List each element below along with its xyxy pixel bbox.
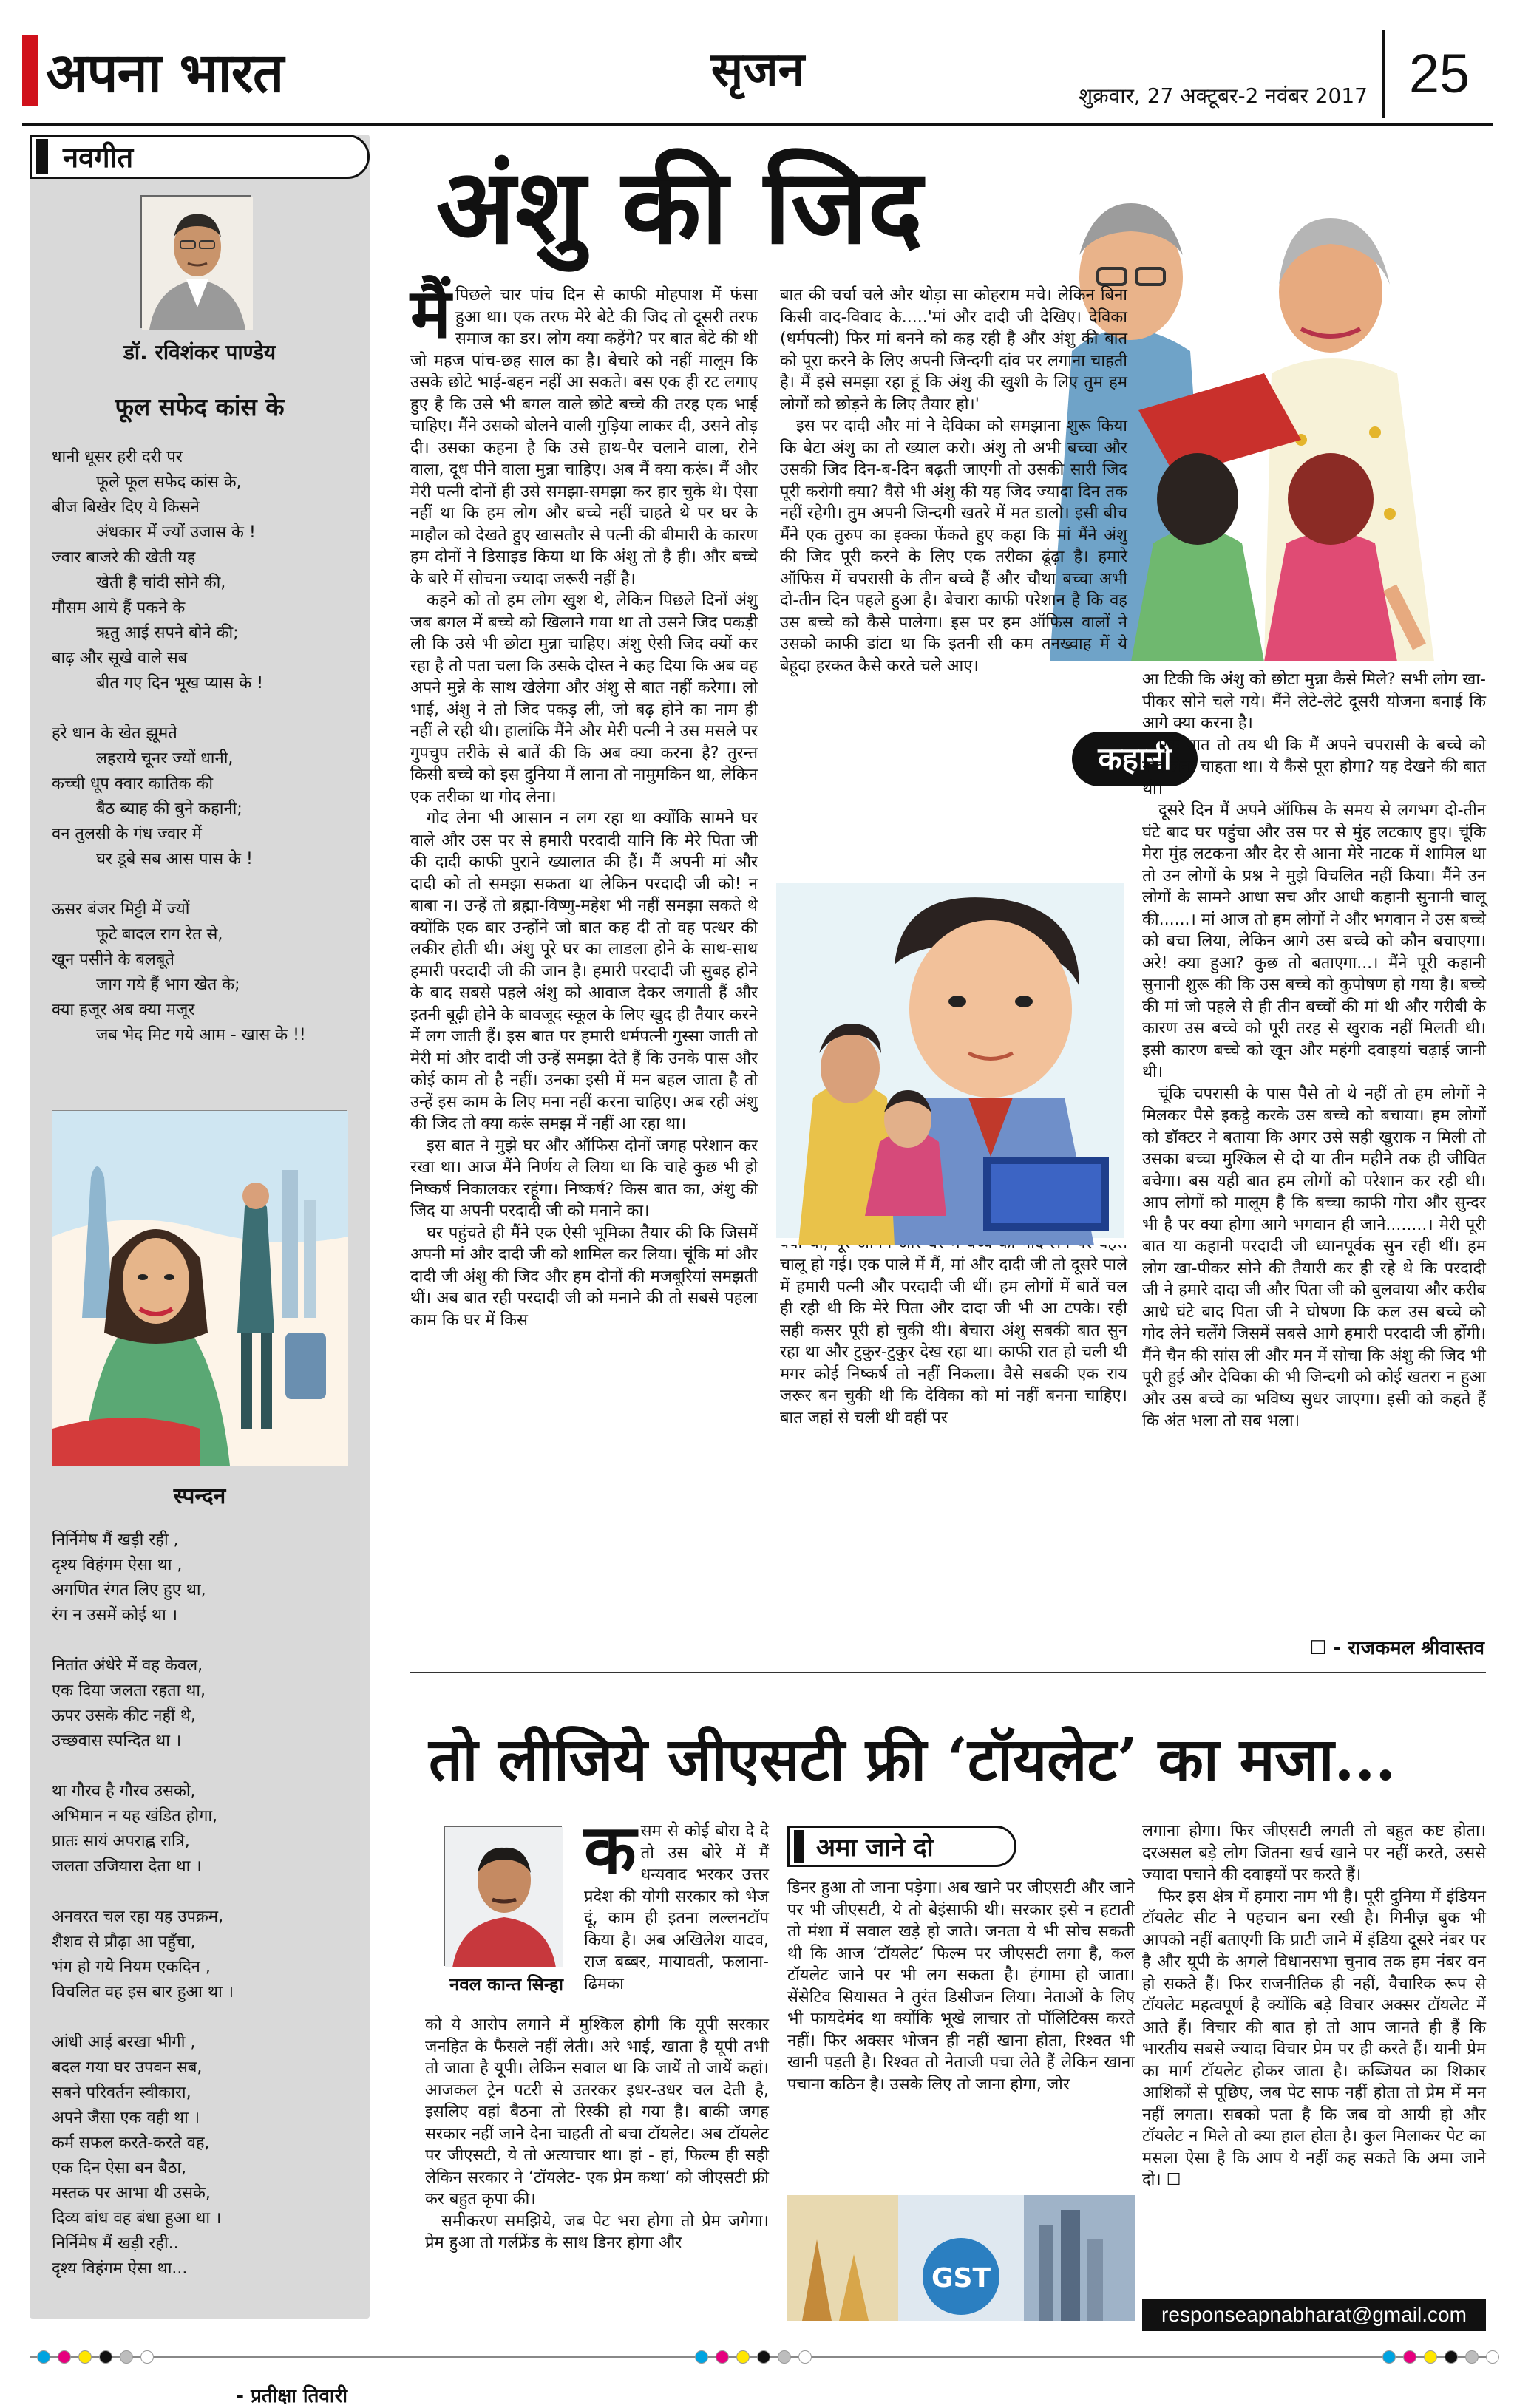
poem-line: अगणित रंगत लिए हुए था, — [52, 1581, 206, 1599]
poem-line: रंग न उसमें कोई था । — [52, 1606, 178, 1625]
poem-line: दृश्य विहंगम ऐसा था , — [52, 1556, 183, 1574]
poem-line: शैशव से प्रौढ़ा आ पहुँचा, — [52, 1933, 196, 1951]
register-dot — [1382, 2350, 1396, 2364]
poem-line: बीज बिखेर दिए ये किसने — [52, 498, 200, 517]
article-paragraph: समीकरण समझिये, जब पेट भरा होगा तो प्रेम जगेगा। प्रेम हुआ तो गर्लफ्रेंड के साथ डिनर होगा और — [425, 2211, 769, 2252]
poem-title: फूल सफेद कांस के — [115, 392, 285, 421]
poem-line: क्या हजूर अब क्या मजूर — [52, 1001, 195, 1019]
column-tag-label: अमा जाने दो — [816, 1833, 934, 1863]
story-paragraph: बात की चर्चा चले और थोड़ा सा कोहराम मचे। लेकिन बिना किसी वाद-विवाद के.....'मां और दादी जी देखिए। देविका (धर्मपत्नी) फिर मां बनने को कह रही है और अंशु की बात को पूरा करने के लिए अपनी जिन्दगी दांव पर लगाना चाहती है। मैं इसे समझा रहा हूं कि अंशु की खुशी के लिए तुम हम लोगों को छोड़ने के लिए तैयार हो।' — [780, 286, 1127, 414]
register-dot — [716, 2350, 729, 2364]
register-dot — [757, 2350, 770, 2364]
stanza-break — [52, 696, 362, 721]
section-title: सृजन — [710, 42, 805, 98]
poem-line: हरे धान के खेत झूमते — [52, 724, 177, 743]
article-column-1-continued — [425, 2014, 769, 2254]
issue-date: शुक्रवार, 27 अक्टूबर-2 नवंबर 2017 — [1079, 84, 1368, 108]
spandan-illustration — [52, 1110, 347, 1465]
story-paragraph: पिछले चार पांच दिन से काफी मोहपाश में फंसा हुआ था। एक तरफ मेरे बेटे की जिद तो दूसरी तरफ समाज का डर। लोग क्या कहेंगे? पर बात बेटे की थी जो महज पांच-छह साल का है। बेचारे को नहीं मालूम कि उसके छोटे भाई-बहन नहीं आ सकते। बस एक ही रट लगाए हुए है कि उसे भी बगल वाले छोटे बच्चे की तरह एक भाई चाहिए। मैंने उसको बोलने वाली गुड़िया लाकर दी, उसने तोड़ दी। उसका कहना है कि उसे हाथ-पैर चलाने वाला, रोने वाला, दूध पीने वाला मुन्ना चाहिए। अब मैं क्या करूं। मैं और मेरी पत्नी दोनों ही उसे समझा-समझा कर हार चुके थे। ऐसा नहीं था कि हम लोग और बच्चे नहीं चाहते थे पर घर के माहौल को देखते हुए खासतौर से पत्नी की बीमारी के कारण हम दोनों ने डिसाइड किया था कि अंशु तो है ही। और बच्चे के बारे में सोचना ज्यादा जरूरी नहीं है। — [410, 286, 758, 588]
poem-line: कर्म सफल करते-करते वह, — [52, 2134, 210, 2152]
poem-line: दृश्य विहंगम ऐसा था... — [52, 2259, 188, 2278]
poem-line: बीत गए दिन भूख प्यास के ! — [96, 674, 264, 693]
story-paragraph: घर पहुंचते ही मैंने एक ऐसी भूमिका तैयार की कि जिसमें अपनी मां और दादी जी को शामिल कर लिया। चूंकि मां और दादी जी अंशु की जिद और हम दोनों की मजबूरियां समझती थीं। अब बात रही परदादी जी को मनाने की तो सबसे पहला काम कि घर में किस — [410, 1223, 758, 1330]
navgeet-label: नवगीत — [63, 140, 134, 174]
register-dot — [140, 2350, 154, 2364]
end-mark: ☐ — [1309, 1637, 1327, 1659]
gst-collage-image — [787, 2195, 1135, 2321]
spandan-author: - प्रतीक्षा तिवारी — [236, 2385, 347, 2407]
story-paragraph: इस पर दादी और मां ने देविका को समझाना शुरू किया कि बेटा अंशु का तो ख्याल करो। अंशु तो अभी बच्चा और उसकी जिद दिन-ब-दिन बढ़ती जाएगी तो उसकी सारी जिद पूरी करोगी क्या? वैसे भी अंशु की यह जिद ज्यादा दिन तक नहीं रहेगी। तुम अपनी जिन्दगी खतरे में मत डालो। इसी बीच मैंने एक तुरुप का इक्का फेंकते हुए कहा कि मां मैंने अंशु की जिद पूरी करने के लिए एक तरीका ढूंढ़ा है। हमारे ऑफिस में चपरासी के तीन बच्चे हैं और चौथा बच्चा अभी दो-तीन दिन पहले हुआ है। बेचारा काफी परेशान है कि वह उस बच्चे को कैसे पालेगा। इस पर हम ऑफिस वालों ने उसको काफी डांटा था कि इतनी सी कम तनख्वाह में ये बेहूदा हरकत कैसे करते चले आए। — [780, 417, 1127, 676]
poem-line: था गौरव है गौरव उसको, — [52, 1782, 196, 1800]
poem-line: नितांत अंधेरे में वह केवल, — [52, 1656, 203, 1675]
register-dot — [695, 2350, 708, 2364]
story-paragraph: आ टिकी कि अंशु को छोटा मुन्ना कैसे मिले? सभी लोग खा-पीकर सोने चले गये। मैंने लेटे-लेटे दूसरी योजना बनाई कि आगे क्या करना है। — [1142, 670, 1486, 732]
story-author — [1309, 1633, 1484, 1660]
poet-name: डॉ. रविशंकर पाण्डेय — [123, 340, 276, 364]
tag-bar — [794, 1830, 804, 1863]
article-paragraph: सम से कोई बोरा दे दे तो उस बोरे में मैं धन्यवाद भरकर उत्तर प्रदेश की योगी सरकार को भेज दूं, काम ही इतना लल्लनटॉप किया है। अब अखिलेश यादव, राज बब्बर, मायावती, फलाना-ढिमका — [584, 1822, 769, 1993]
poem-line: जाग गये हैं भाग खेत के; — [96, 976, 240, 994]
poem-line: ऊसर बंजर मिट्टी में ज्यों — [52, 900, 190, 919]
register-dots-center — [695, 2350, 812, 2364]
article-paragraph: को ये आरोप लगाने में मुश्किल होगी कि यूपी सरकार जनहित के फैसले नहीं लेती। अरे भाई, खाता है यूपी तभी तो जाता है यूपी। लेकिन सवाल था कि जायें तो जायें कहां। आजकल ट्रेन पटरी से उतरकर इधर-उधर चल देती है, इसलिए वहां बैठना तो रिस्की हो गया है। बाकी जगह सरकार नहीं जाने देना चाहती तो बचा टॉयलेट। अब टॉयलेट पर जीएसटी, ये तो अत्याचार था। हां - हां, फिल्म ही सही लेकिन सरकार ने ‘टॉयलेट- एक प्रेम कथा’ को जीएसटी फ्री कर बहुत कृपा की। — [425, 2016, 769, 2208]
register-dot — [1424, 2350, 1437, 2364]
register-dot — [778, 2350, 791, 2364]
tag-bar — [36, 139, 48, 174]
article-column-1 — [584, 1809, 769, 1995]
poem-line: उच्छवास स्पन्दित था । — [52, 1732, 182, 1750]
gst-label: GST — [931, 2263, 991, 2293]
article-paragraph: लगाना होगा। फिर जीएसटी लगती तो बहुत कष्ट होता। दरअसल बड़े लोग जितना खर्च खाने पर नहीं करते, उससे ज्यादा पचाने की दवाइयों पर करते हैं। — [1142, 1822, 1486, 1884]
register-dot — [78, 2350, 92, 2364]
register-dot — [1445, 2350, 1458, 2364]
register-dots-right — [1382, 2350, 1499, 2364]
story-paragraph: दूसरे दिन मैं अपने ऑफिस के समय से लगभग दो-तीन घंटे बाद घर पहुंचा और उस पर से मुंह लटकाए हुए। चूंकि मेरा मुंह लटकना और देर से आना मेरे नाटक में शामिल था तो उन लोगों के प्रश्न ने मुझे विचलित नहीं किया। मैंने उन लोगों के सामने आधा सच और आधी कहानी सुनानी चालू की......। मां आज तो हम लोगों ने और भगवान ने उस बच्चे को बचा लिया, लेकिन आगे उस बच्चे को कौन बचाएगा। अरे! क्या हुआ? कुछ तो बताएगा...। मैंने पूरी कहानी सुनानी शुरू की कि उस बच्चे को कुपोषण हो गया है। बच्चे की मां जो पहले से ही तीन बच्चों की मां थी और गरीबी के कारण उस बच्चे को पूरी तरह से खुराक नहीं मिलती थी। इसी कारण बच्चे को खून और महंगी दवाइयां चढ़ाई जानी थी। — [1142, 801, 1486, 1081]
poem-line: दिव्य बांध वह बंधा हुआ था । — [52, 2209, 222, 2228]
article-paragraph: डिनर हुआ तो जाना पड़ेगा। अब खाने पर जीएसटी और जाने पर भी जीएसटी, ये तो बेइंसाफी थी। सरकार इसे न हटाती तो मंशा में सवाल खड़े हो जाते। जनता ये भी सोच सकती थी कि आज ‘टॉयलेट’ फिल्म पर जीएसटी लगा है, कल टॉयलेट जाने पर भी लग सकता है। हंगामा हो जाता। सेंसेटिव सियासत ने तुरंत डिसीजन लिया। नेताओं के लिए भी फायदेमंद था क्योंकि भूखे लाचार तो पॉलिटिक्स करते नहीं। फिर अक्सर भोजन ही नहीं खाना होता, रिश्वत भी खानी पड़ती है। रिश्वत तो नेताजी पचा लेते हैं लेकिन खाना पचाना कठिन है। उसके लिए तो जाना होगा, जोर — [787, 1879, 1135, 2094]
poem-line: अनवरत चल रहा यह उपक्रम, — [52, 1908, 224, 1926]
register-dot — [1403, 2350, 1416, 2364]
poem-line: बाढ़ और सूखे वाले सब — [52, 649, 188, 667]
masthead — [22, 22, 1493, 126]
poem-line: फूले फूल सफेद कांस के, — [96, 473, 242, 492]
poem-line: जब भेद मिट गये आम - खास के !! — [96, 1026, 306, 1044]
poem-line: खेती है चांदी सोने की, — [96, 574, 226, 592]
story-author-name: - राजकमल श्रीवास्तव — [1333, 1637, 1484, 1659]
story-paragraph: कहने को तो हम लोग खुश थे, लेकिन पिछले दिनों अंशु जब बगल में बच्चे को खिलाने गया था तो उसने जिद पकड़ी ली कि उसे भी छोटा मुन्ना चाहिए। अंशु ऐसी जिद क्यों कर रहा है तो पता चला कि उसके दोस्त ने कह दिया कि अब वह अपने मुन्ने के साथ खेलेगा और अंशु से बात नहीं करेगा। लो भाई, अंशु ने तो जिद पकड़ ली, जो बढ़ होने का नाम ही नहीं ले रही थी। हालांकि मैंने और मेरी पत्नी ने उस मसले पर गुपचुप तरीके से बातें की कि अब क्या करना है? तुरन्त किसी बच्चे को इस दुनिया में लाना तो नामुमकिन था, लेकिन एक तरीका था गोद लेना। — [410, 591, 758, 806]
stanza-break — [52, 872, 362, 897]
story-paragraph: चालू हो गई। एक पाले में मैं, मां और दादी जी तो दूसरे पाले में हमारी पत्नी और परदादी जी थीं। हम लोगों में बातें चल ही रही थी कि मेरे पिता और दादा जी भी आ टपके। रही सही कसर पूरी हो चुकी थी। बेचारा अंशु सबकी बात सुन रहा था और टुकुर-टुकुर देख रहा था। काफी रात हो चली थी मगर कोई निष्कर्ष तो नहीं निकला। वैसे सबकी एक राय जरूर बन चुकी थी कि देविका को मां नहीं बनना चाहिए। बात जहां से चली थी वहीं पर — [780, 1256, 1127, 1427]
poet-photo — [140, 195, 251, 328]
article-divider — [410, 1672, 1486, 1673]
story-title: अंशु की जिद — [436, 146, 923, 268]
story-paragraph: इस बात ने मुझे घर और ऑफिस दोनों जगह परेशान कर रखा था। आज मैंने निर्णय ले लिया था कि चाहे कुछ भी हो निष्कर्ष निकालकर रहूंगा। निष्कर्ष? किस बात का, अंशु की जिद या अपनी परदादी जी को मनाने का। — [410, 1136, 758, 1220]
columnist-name: नवल कान्त सिन्हा — [449, 1974, 563, 1995]
article-dropcap: क — [584, 1809, 637, 1889]
spandan-poem-body — [52, 1528, 362, 2282]
navgeet-section-tag — [30, 135, 370, 179]
story-column-1 — [410, 273, 758, 1331]
poem-body — [52, 445, 362, 1048]
poem-line: अभिमान न यह खंडित होगा, — [52, 1807, 218, 1826]
poem-line: धानी धूसर हरी दरी पर — [52, 448, 183, 466]
poem-line: बदल गया घर उपवन सब, — [52, 2058, 203, 2077]
article-column-3 — [1142, 1820, 1486, 2191]
poem-line: निर्निमेष मैं खड़ी रही , — [52, 1531, 179, 1549]
end-mark: ☐ — [1166, 2171, 1181, 2189]
story-dropcap: मैं — [410, 273, 452, 353]
story-column-3 — [1142, 669, 1486, 1432]
stanza-break — [52, 1628, 362, 1653]
poem-line: प्रातः सायं अपराह्न रात्रि, — [52, 1832, 190, 1851]
poem-line: ऊपर उसके कीट नहीं थे, — [52, 1707, 196, 1725]
register-dot — [58, 2350, 71, 2364]
story-paragraph: गोद लेना भी आसान न लग रहा था क्योंकि सामने घर वाले और उस पर से हमारी परदादी यानि कि मेरे पिता जी की दादी काफी पुराने ख्यालात की हैं। मैं अपनी मां और दादी को तो समझा सकता था लेकिन परदादी जी को! न बाबा न। उन्हें तो ब्रह्मा-विष्णु-महेश भी नहीं समझा सकते थे क्योंकि एक बार उन्होंने जो बात कह दी तो वह पत्थर की लकीर होती थी। अंशु पूरे घर का लाडला होने के साथ-साथ हमारी परदादी जी की जान है। हमारी परदादी जी सुबह होने के बाद सबसे पहले अंशु को आवाज देकर जगाती हैं और इतनी बूढ़ी होने के बावजूद स्कूल के लिए खुद ही तैयार करने में लग जाती हैं। इस बात पर हमारी धर्मपत्नी गुस्सा जाती तो मेरी मां और दादी जी उन्हें समझा देते हैं कि उनके पास और कोई काम तो है नहीं। उनका इसी में मन बहल जाता है तो उन्हें इस काम के लिए मना नहीं करना चाहिए। अब रही अंशु की जिद तो क्या करूं समझ में नहीं आ रहा था। — [410, 809, 758, 1133]
columnist-photo — [444, 1826, 562, 1966]
story-paragraph: चूंकि चपरासी के पास पैसे तो थे नहीं तो हम लोगों ने मिलकर पैसे इकट्ठे करके उस बच्चे को बचाया। हम लोगों को डॉक्टर ने बताया कि अगर उसे सही खुराक न मिली तो उसका बच्चा मुश्किल से दो या तीन महीने तक ही जीवित बचेगा। बस यही बात हम लोगों को परेशान कर रही थी। आप लोगों को मालूम है कि बच्चा काफी गोरा और सुन्दर भी है पर क्या होगा आगे भगवान ही जाने........। मेरी पूरी बात या कहानी परदादी जी ध्यानपूर्वक सुन रही थीं। हम लोग खा-पीकर सोने की तैयारी कर ही रहे थे कि परदादी जी ने हमारे दादा जी और पिता जी को बुलवाया और करीब आधे घंटे बाद पिता जी ने घोषणा कि कल उस बच्चे को गोद लेने चलेंगे जिसमें सबसे आगे हमारी परदादी जी होंगी। मैंने चैन की सांस ली और मन में सोचा कि अंशु की जिद भी पूरी हुई और देविका की भी जिन्दगी को कोई खतरा न हुआ और उस बच्चे का भविष्य सुधर जाएगा। इसी को कहते हैं कि अंत भला तो सब भला। — [1142, 1084, 1487, 1430]
register-dot — [99, 2350, 112, 2364]
stanza-break — [52, 2005, 362, 2030]
poem-line: एक दिन ऐसा बन बैठा, — [52, 2159, 187, 2177]
poem-line: बैठ ब्याह की बुने कहानी; — [96, 800, 242, 818]
article-paragraph: फिर इस क्षेत्र में हमारा नाम भी है। पूरी दुनिया में इंडियन टॉयलेट सीट ने पहचान बना रखी है। गिनीज़ बुक भी आपको नहीं बताएगी कि प्राटी जाने में इंडिया दूसरे नंबर पर है और यूपी के अगले विधानसभा चुनाव तक हम नंबर वन हो सकते हैं। फिर राजनीतिक ही नहीं, वैचारिक रूप से टॉयलेट महत्वपूर्ण है क्योंकि बड़े विचार अक्सर टॉयलेट में आते हैं। विचार की बात हो तो आप जानते ही हैं कि भारतीय सबसे ज्यादा विचार प्रेम पर ही करते हैं। यानी प्रेम का मार्ग टॉयलेट होकर जाता है। कब्जियत का शिकार आशिकों से पूछिए, जब पेट साफ नहीं होता तो प्रेम में मन नहीं लगता। सबको पता है कि जब वो आयी हो और टॉयलेट न मिले तो क्या हाल होता है। कुल मिलाकर पेट का मसला ऐसा है कि आप ये नहीं कह सकते कि अमा जाने दो। ☐ — [1142, 1887, 1486, 2189]
poem-line: सबने परिवर्तन स्वीकारा, — [52, 2084, 191, 2102]
poem-line: घर डूबे सब आस पास के ! — [96, 850, 253, 868]
response-email[interactable]: responseapnabharat@gmail.com — [1142, 2299, 1486, 2331]
poem-line: फूटे बादल राग रेत से, — [96, 925, 223, 944]
register-dot — [1465, 2350, 1479, 2364]
article-title: तो लीजिये जीएसटी फ्री ‘टॉयलेट’ का मजा... — [429, 1724, 1396, 1794]
poem-line: जलता उजियारा देता था । — [52, 1857, 202, 1876]
register-dots-left — [37, 2350, 154, 2364]
poem-line: आंधी आई बरखा भीगी , — [52, 2033, 196, 2052]
story-column-2 — [780, 285, 1127, 1429]
brand-name: अपना भारत — [46, 41, 284, 105]
register-dot — [736, 2350, 750, 2364]
stanza-break — [52, 1880, 362, 1905]
poem-line: निर्निमेष मैं खड़ी रही.. — [52, 2234, 179, 2253]
poem-line: कच्ची धूप क्वार कातिक की — [52, 775, 214, 793]
register-dot — [1486, 2350, 1499, 2364]
poem-line: अपने जैसा एक वही था । — [52, 2109, 200, 2127]
stanza-break — [52, 1754, 362, 1779]
mother-child-illustration — [769, 876, 1131, 1245]
poem-line: मौसम आये हैं पकने के — [52, 599, 186, 617]
poem-line: खून पसीने के बलबूते — [52, 950, 174, 969]
poem-line: विचलित वह इस बार हुआ था । — [52, 1983, 234, 2001]
poem-line: एक दिया जलता रहता था, — [52, 1681, 206, 1700]
kahani-badge: कहानी — [1072, 732, 1198, 786]
column-tag-ama-jane-do — [787, 1826, 1016, 1867]
register-dot — [37, 2350, 50, 2364]
poem-line: भंग हो गये नियम एकदिन , — [52, 1958, 211, 1976]
article-column-2 — [787, 1877, 1135, 2095]
register-dot — [120, 2350, 133, 2364]
poem-line: ऋतु आई सपने बोने की; — [96, 624, 239, 642]
spandan-title: स्पन्दन — [173, 1483, 226, 1509]
poem-line: लहराये चूनर ज्यों धानी, — [96, 749, 234, 768]
story-column-1-rest — [410, 590, 758, 1331]
sidebar — [30, 135, 370, 2407]
poem-line: वन तुलसी के गंध ज्वार में — [52, 825, 202, 843]
poem-line: मस्तक पर आभा थी उसके, — [52, 2184, 211, 2203]
register-dot — [798, 2350, 812, 2364]
poem-line: ज्वार बाजरे की खेती यह — [52, 548, 196, 567]
poem-line: अंधकार में ज्यों उजास के ! — [96, 523, 256, 542]
page-number: 25 — [1382, 30, 1493, 118]
story-paragraph: एक बात तो तय थी कि मैं अपने चपरासी के बच्चे को गोद लेना चाहता था। ये कैसे पूरा होगा? यह देखने की बात थी। — [1142, 735, 1486, 798]
